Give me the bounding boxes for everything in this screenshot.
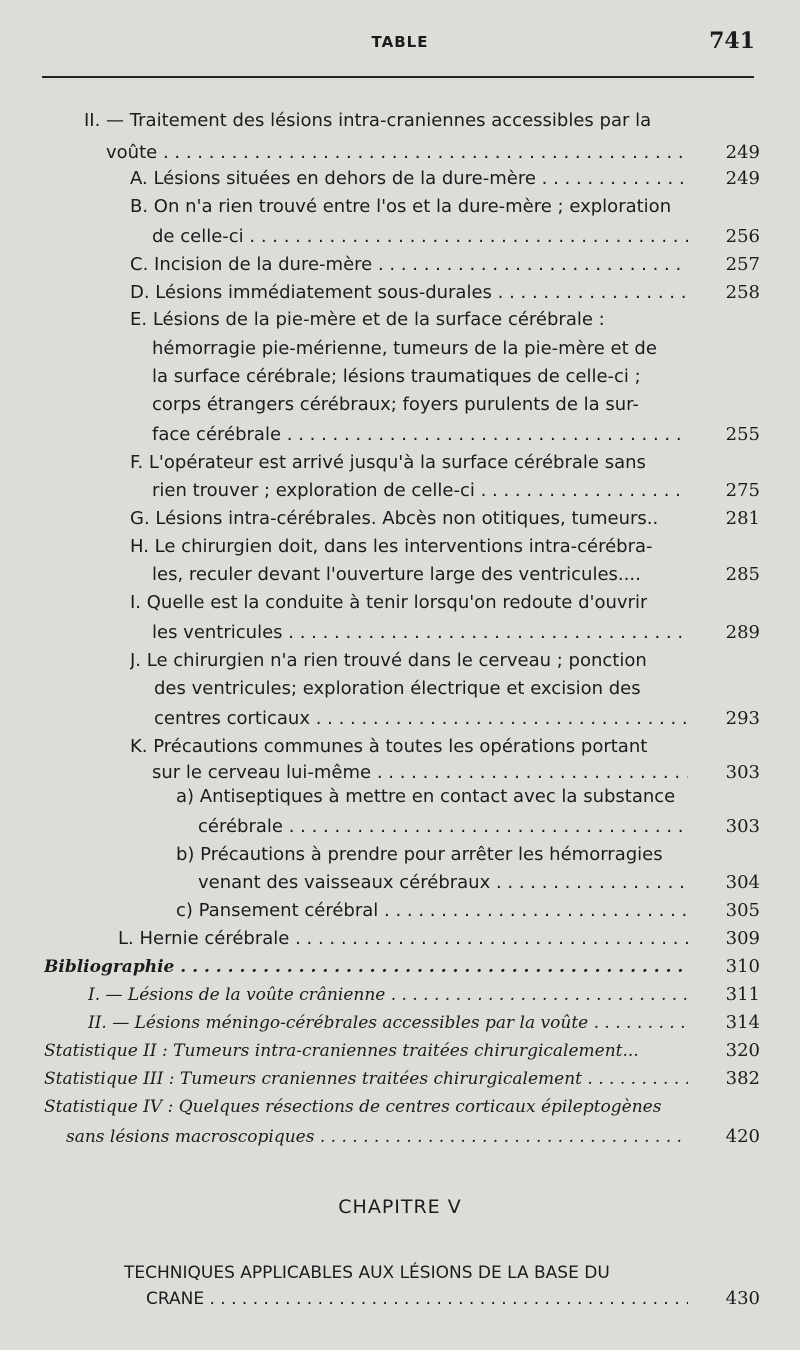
toc-page-number: 430 xyxy=(725,1288,760,1309)
toc-entry-text: les ventricules . . . xyxy=(152,618,688,648)
toc-entry-text: Statistique IV : Quelques résections de centres corticaux épileptogènes xyxy=(44,1097,662,1117)
toc-page-number: 309 xyxy=(725,928,760,949)
toc-page-number: 382 xyxy=(725,1068,760,1089)
toc-entry-text: H. Le chirurgien doit, dans les interventions intra-cérébra- xyxy=(130,536,653,557)
toc-page-number: 311 xyxy=(725,984,760,1005)
running-header-title: TABLE xyxy=(371,33,429,51)
toc-entry-text: c) Pansement cérébral . . . xyxy=(176,896,688,926)
toc-entry-text: II. — Lésions méningo-cérébrales accessibles par la voûte . . . xyxy=(88,1008,688,1038)
toc-page-number: 314 xyxy=(725,1012,760,1033)
toc-page-number: 310 xyxy=(725,956,760,977)
toc-entry-text: C. Incision de la dure-mère . . . xyxy=(130,250,688,280)
toc-entry-text: K. Précautions communes à toutes les opérations portant xyxy=(130,736,648,757)
page-number: 741 xyxy=(709,28,755,54)
toc-entry-text: corps étrangers cérébraux; foyers purulents de la sur- xyxy=(152,394,639,415)
toc-page-number: 303 xyxy=(725,816,760,837)
toc-entry-text: G. Lésions intra-cérébrales. Abcès non otitiques, tumeurs.. xyxy=(130,508,659,529)
toc-entry-text: A. Lésions situées en dehors de la dure-mère . . . xyxy=(130,164,688,194)
toc-page-number: 256 xyxy=(725,226,760,247)
toc-entry-text: de celle-ci . . . xyxy=(152,222,688,252)
toc-entry-text: E. Lésions de la pie-mère et de la surface cérébrale : xyxy=(130,309,605,330)
toc-entry-text: I. Quelle est la conduite à tenir lorsqu'on redoute d'ouvrir xyxy=(130,592,648,613)
toc-entry-text: a) Antiseptiques à mettre en contact avec la substance xyxy=(176,786,676,807)
toc-entry-text: des ventricules; exploration électrique et excision des xyxy=(154,678,641,699)
toc-page-number: 249 xyxy=(725,168,760,189)
toc-entry-text: II. — Traitement des lésions intra-craniennes accessibles par la xyxy=(84,110,652,131)
toc-entry-text: Statistique II : Tumeurs intra-craniennes traitées chirurgicalement... xyxy=(44,1041,639,1061)
toc-page-number: 281 xyxy=(725,508,760,529)
toc-entry-text: Statistique III : Tumeurs craniennes traitées chirurgicalement . . . xyxy=(44,1064,688,1094)
toc-page-number: 420 xyxy=(725,1126,760,1147)
toc-page-number: 258 xyxy=(725,282,760,303)
chapter-entry-text: TECHNIQUES APPLICABLES AUX LÉSIONS DE LA BASE DU xyxy=(124,1263,610,1283)
toc-page-number: 304 xyxy=(725,872,760,893)
toc-page-number: 249 xyxy=(725,142,760,163)
toc-entry-text: F. L'opérateur est arrivé jusqu'à la surface cérébrale sans xyxy=(130,452,646,473)
toc-entry-text: voûte . . . xyxy=(106,138,688,168)
toc-entry-text: rien trouver ; exploration de celle-ci . . . xyxy=(152,476,688,506)
chapter-entry-text: CRANE . . . xyxy=(146,1284,688,1314)
toc-page-number: 255 xyxy=(725,424,760,445)
toc-page-number: 320 xyxy=(725,1040,760,1061)
toc-entry-text: cérébrale . . . xyxy=(198,812,688,842)
header-rule xyxy=(42,76,754,78)
toc-entry-text: L. Hernie cérébrale . . . xyxy=(118,924,688,954)
toc-entry-text: D. Lésions immédiatement sous-durales . . . xyxy=(130,278,688,308)
toc-page-number: 275 xyxy=(725,480,760,501)
toc-entry-text: les, reculer devant l'ouverture large des ventricules.... xyxy=(152,564,641,585)
toc-page-number: 289 xyxy=(725,622,760,643)
toc-entry-text: centres corticaux . . . xyxy=(154,704,688,734)
toc-entry-text: J. Le chirurgien n'a rien trouvé dans le cerveau ; ponction xyxy=(130,650,647,671)
toc-page-number: 305 xyxy=(725,900,760,921)
toc-entry-text: hémorragie pie-mérienne, tumeurs de la pie-mère et de xyxy=(152,338,657,359)
toc-entry-text: sur le cerveau lui-même . . . xyxy=(152,758,688,788)
toc-page-number: 285 xyxy=(725,564,760,585)
chapter-heading: CHAPITRE V xyxy=(338,1196,462,1218)
toc-entry-text: la surface cérébrale; lésions traumatiques de celle-ci ; xyxy=(152,366,641,387)
toc-entry-text: I. — Lésions de la voûte crânienne . . . xyxy=(88,980,688,1010)
toc-entry-text: b) Précautions à prendre pour arrêter les hémorragies xyxy=(176,844,663,865)
toc-page-number: 293 xyxy=(725,708,760,729)
toc-entry-text: Bibliographie . . . xyxy=(44,952,688,982)
toc-entry-text: B. On n'a rien trouvé entre l'os et la dure-mère ; exploration xyxy=(130,196,672,217)
toc-entry-text: venant des vaisseaux cérébraux . . . xyxy=(198,868,688,898)
toc-entry-text: face cérébrale . . . xyxy=(152,420,688,450)
toc-page-number: 303 xyxy=(725,762,760,783)
toc-page-number: 257 xyxy=(725,254,760,275)
toc-entry-text: sans lésions macroscopiques . . . xyxy=(66,1122,688,1152)
